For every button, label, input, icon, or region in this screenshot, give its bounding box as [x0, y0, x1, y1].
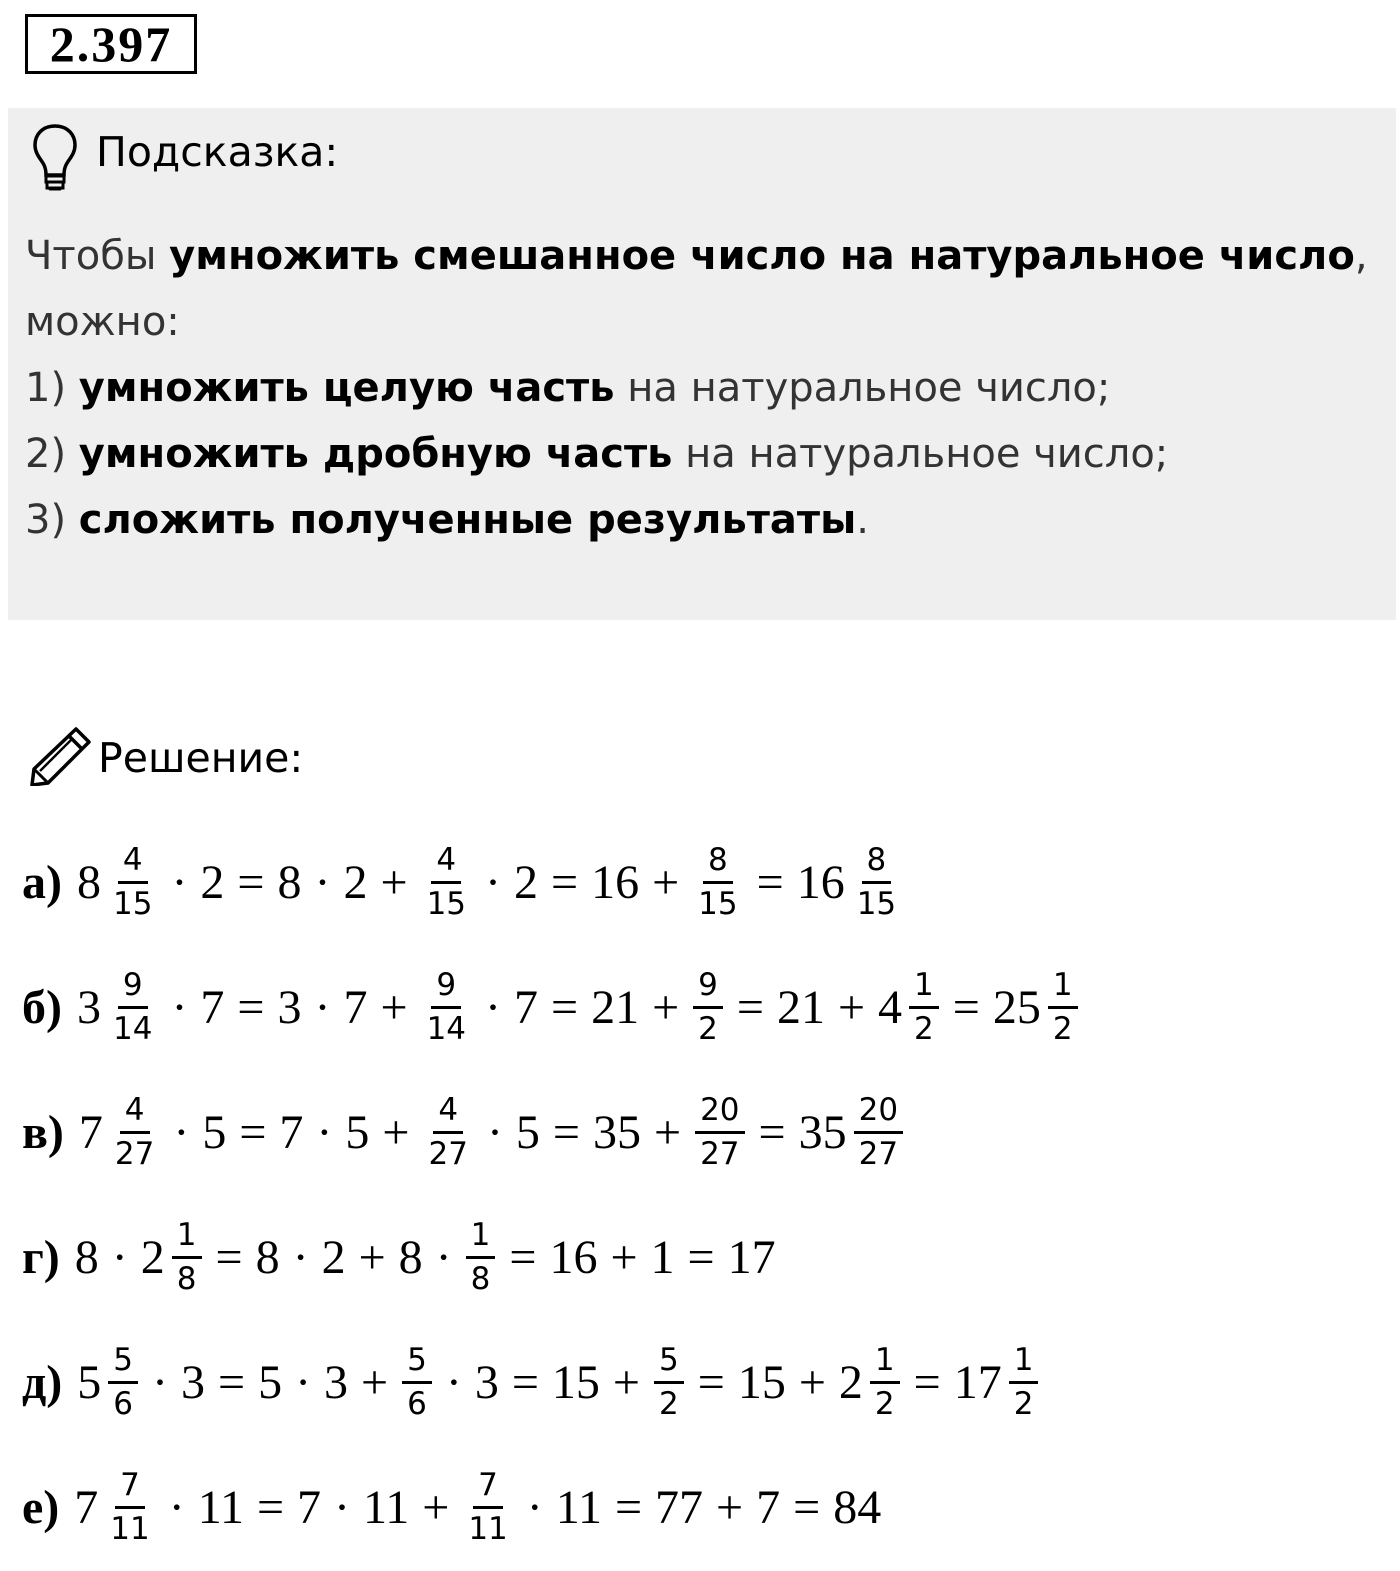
number: 35 — [798, 1106, 847, 1159]
hint-text-segment: , — [1354, 233, 1368, 279]
number: 3 — [324, 1356, 349, 1409]
number: 7 — [200, 981, 225, 1034]
operator: + — [610, 1231, 638, 1284]
operator: = — [552, 1106, 580, 1159]
fraction-numerator: 4 — [431, 843, 461, 884]
number: 84 — [833, 1481, 882, 1534]
operator: · — [295, 1356, 312, 1409]
fraction-denominator: 8 — [176, 1260, 197, 1297]
hint-bold-text: умножить дробную часть — [78, 431, 673, 477]
solution-line-2 — [22, 945, 1392, 1070]
operator: = — [736, 981, 764, 1034]
fraction-numerator: 5 — [654, 1343, 684, 1384]
operator: = — [237, 856, 265, 909]
number: 16 — [591, 856, 640, 909]
operator: + — [380, 981, 408, 1034]
operator: · — [314, 856, 331, 909]
fraction-denominator: 2 — [874, 1385, 895, 1422]
number: 2 — [838, 1356, 863, 1409]
fraction-numerator: 1 — [870, 1343, 900, 1384]
fraction — [105, 1468, 154, 1547]
number: 15 — [551, 1356, 600, 1409]
fraction — [108, 843, 157, 922]
number: 17 — [727, 1231, 776, 1284]
solution-label: д) — [22, 1356, 63, 1409]
operator: + — [382, 1106, 410, 1159]
solution-title: Решение: — [98, 734, 304, 782]
number: 15 — [737, 1356, 786, 1409]
hint-text-segment: Чтобы — [25, 233, 170, 279]
fraction-numerator: 9 — [431, 968, 461, 1009]
number: 11 — [363, 1481, 410, 1534]
hint-text-segment: можно: — [25, 299, 180, 345]
number: 8 — [255, 1231, 280, 1284]
operator: · — [292, 1231, 309, 1284]
hint-paragraph-1 — [25, 223, 1395, 289]
number: 2 — [140, 1231, 165, 1284]
fraction-numerator: 8 — [862, 843, 892, 884]
number: 5 — [77, 1356, 102, 1409]
fraction-numerator: 9 — [118, 968, 148, 1009]
lightbulb-icon — [30, 122, 80, 194]
number: 7 — [279, 1106, 304, 1159]
operator: · — [485, 856, 501, 909]
fraction — [854, 1093, 903, 1172]
number: 3 — [180, 1356, 205, 1409]
number: 17 — [953, 1356, 1002, 1409]
number: 7 — [514, 981, 538, 1034]
hint-box — [8, 108, 1396, 620]
fraction-denominator: 2 — [1052, 1010, 1073, 1047]
operator: + — [358, 1231, 386, 1284]
operator: = — [758, 1106, 786, 1159]
fraction — [1009, 1343, 1039, 1422]
solution-line-1 — [22, 820, 1392, 945]
solution-line-6 — [22, 1445, 1392, 1570]
operator: · — [314, 981, 331, 1034]
number: 5 — [202, 1106, 227, 1159]
hint-bold-text: умножить целую часть — [78, 365, 615, 411]
operator: = — [952, 981, 980, 1034]
fraction — [422, 968, 471, 1047]
fraction — [695, 1093, 744, 1172]
fraction-denominator: 2 — [698, 1010, 718, 1047]
solution-label: а) — [22, 856, 62, 909]
fraction — [402, 1343, 432, 1422]
operator: · — [171, 856, 188, 909]
hint-text-segment: на натуральное число; — [614, 365, 1111, 411]
hint-bold-text: умножить смешанное число на натуральное число — [169, 233, 1355, 279]
operator: = — [697, 1356, 725, 1409]
fraction-denominator: 27 — [700, 1135, 740, 1172]
fraction-numerator: 4 — [118, 843, 148, 884]
operator: · — [334, 1481, 351, 1534]
number: 11 — [555, 1481, 602, 1534]
hint-paragraph-2 — [25, 289, 1395, 355]
operator: + — [652, 981, 680, 1034]
fraction-denominator: 27 — [858, 1135, 899, 1172]
operator: · — [445, 1356, 462, 1409]
number: 7 — [297, 1481, 322, 1534]
number: 3 — [277, 981, 302, 1034]
fraction — [466, 1218, 496, 1297]
operator: + — [380, 856, 408, 909]
solution-lines — [22, 820, 1392, 1570]
number: 1 — [650, 1231, 675, 1284]
number: 2 — [343, 856, 368, 909]
hint-bold-text: сложить полученные результаты — [78, 497, 857, 543]
operator: · — [316, 1106, 333, 1159]
number: 8 — [74, 1231, 99, 1284]
operator: · — [173, 1106, 190, 1159]
task-number: 2.397 — [25, 14, 197, 74]
fraction-numerator: 1 — [466, 1218, 496, 1259]
operator: = — [509, 1231, 537, 1284]
fraction — [463, 1468, 512, 1547]
hint-text-segment: . — [856, 497, 869, 543]
hint-title: Подсказка: — [96, 128, 339, 176]
number: 3 — [76, 981, 101, 1034]
fraction — [852, 843, 901, 922]
solution-line-5 — [22, 1320, 1392, 1445]
hint-text — [25, 223, 1395, 553]
operator: = — [239, 1106, 267, 1159]
number: 16 — [796, 856, 845, 909]
operator: + — [837, 981, 866, 1034]
fraction-numerator: 8 — [703, 843, 733, 884]
operator: · — [171, 981, 188, 1034]
fraction — [108, 968, 157, 1047]
fraction — [693, 968, 723, 1047]
fraction — [1048, 968, 1078, 1047]
fraction-numerator: 1 — [909, 968, 939, 1009]
fraction-denominator: 27 — [114, 1135, 155, 1172]
fraction-denominator: 2 — [1013, 1385, 1034, 1422]
fraction-numerator: 7 — [115, 1468, 145, 1509]
operator: = — [756, 856, 784, 909]
fraction-denominator: 14 — [112, 1010, 153, 1047]
number: 2 — [514, 856, 538, 909]
number: 5 — [515, 1106, 540, 1159]
operator: + — [716, 1481, 744, 1534]
fraction — [172, 1218, 202, 1297]
fraction — [654, 1343, 684, 1422]
fraction-denominator: 15 — [426, 885, 467, 922]
operator: + — [798, 1356, 826, 1409]
operator: · — [435, 1231, 452, 1284]
number: 7 — [74, 1481, 99, 1534]
fraction — [108, 1343, 138, 1422]
fraction-denominator: 2 — [659, 1385, 679, 1422]
number: 25 — [992, 981, 1041, 1034]
fraction-denominator: 14 — [426, 1010, 467, 1047]
fraction-numerator: 5 — [402, 1343, 432, 1384]
fraction-denominator: 15 — [112, 885, 153, 922]
number: 7 — [756, 1481, 781, 1534]
solution-label: г) — [22, 1231, 60, 1284]
fraction — [909, 968, 939, 1047]
number: 5 — [345, 1106, 370, 1159]
fraction-numerator: 20 — [854, 1093, 903, 1134]
number: 8 — [277, 856, 302, 909]
fraction-denominator: 15 — [698, 885, 738, 922]
number: 11 — [197, 1481, 244, 1534]
hint-text-segment: на натуральное число; — [672, 431, 1169, 477]
operator: + — [422, 1481, 450, 1534]
fraction-denominator: 15 — [856, 885, 897, 922]
number: 2 — [200, 856, 225, 909]
fraction-numerator: 1 — [1009, 1343, 1039, 1384]
number: 7 — [78, 1106, 103, 1159]
operator: · — [485, 981, 501, 1034]
operator: · — [526, 1481, 543, 1534]
fraction-denominator: 6 — [113, 1385, 133, 1422]
operator: = — [237, 981, 265, 1034]
number: 8 — [76, 856, 101, 909]
fraction-denominator: 8 — [470, 1260, 491, 1297]
operator: = — [215, 1231, 243, 1284]
operator: + — [612, 1356, 640, 1409]
operator: = — [256, 1481, 285, 1534]
number: 4 — [878, 981, 903, 1034]
number: 16 — [549, 1231, 598, 1284]
fraction — [693, 843, 742, 922]
solution-line-4 — [22, 1195, 1392, 1320]
operator: + — [654, 1106, 682, 1159]
number: 5 — [258, 1356, 283, 1409]
fraction-numerator: 7 — [473, 1468, 503, 1509]
operator: = — [551, 981, 579, 1034]
fraction-numerator: 20 — [695, 1093, 744, 1134]
operator: = — [217, 1356, 246, 1409]
fraction-numerator: 4 — [120, 1093, 150, 1134]
operator: · — [111, 1231, 128, 1284]
fraction-denominator: 27 — [428, 1135, 468, 1172]
fraction-denominator: 11 — [110, 1510, 150, 1547]
number: 7 — [343, 981, 368, 1034]
operator: + — [361, 1356, 389, 1409]
hint-text-segment: 1) — [25, 365, 79, 411]
fraction-denominator: 11 — [468, 1510, 508, 1547]
operator: · — [152, 1356, 168, 1409]
fraction-denominator: 2 — [914, 1010, 934, 1047]
operator: = — [687, 1231, 715, 1284]
solution-label: е) — [22, 1481, 60, 1534]
fraction-numerator: 4 — [433, 1093, 463, 1134]
number: 21 — [591, 981, 640, 1034]
hint-paragraph-4 — [25, 421, 1395, 487]
fraction-numerator: 1 — [172, 1218, 202, 1259]
operator: + — [652, 856, 680, 909]
fraction-numerator: 9 — [693, 968, 723, 1009]
operator: = — [913, 1356, 941, 1409]
fraction — [423, 1093, 472, 1172]
fraction-numerator: 1 — [1048, 968, 1078, 1009]
hint-text-segment: 3) — [25, 497, 79, 543]
number: 8 — [398, 1231, 423, 1284]
operator: · — [168, 1481, 185, 1534]
fraction-numerator: 5 — [108, 1343, 138, 1384]
operator: = — [511, 1356, 539, 1409]
fraction — [870, 1343, 900, 1422]
number: 21 — [776, 981, 825, 1034]
fraction — [422, 843, 471, 922]
solution-label: в) — [22, 1106, 64, 1159]
number: 77 — [655, 1481, 704, 1534]
hint-paragraph-3 — [25, 355, 1395, 421]
hint-paragraph-5 — [25, 487, 1395, 553]
number: 2 — [321, 1231, 346, 1284]
solution-line-3 — [22, 1070, 1392, 1195]
operator: = — [551, 856, 579, 909]
fraction — [110, 1093, 159, 1172]
operator: = — [614, 1481, 643, 1534]
pencil-icon — [28, 724, 94, 786]
number: 3 — [474, 1356, 499, 1409]
operator: · — [486, 1106, 503, 1159]
solution-label: б) — [22, 981, 62, 1034]
operator: = — [793, 1481, 821, 1534]
number: 35 — [593, 1106, 641, 1159]
fraction-denominator: 6 — [407, 1385, 427, 1422]
hint-text-segment: 2) — [25, 431, 79, 477]
